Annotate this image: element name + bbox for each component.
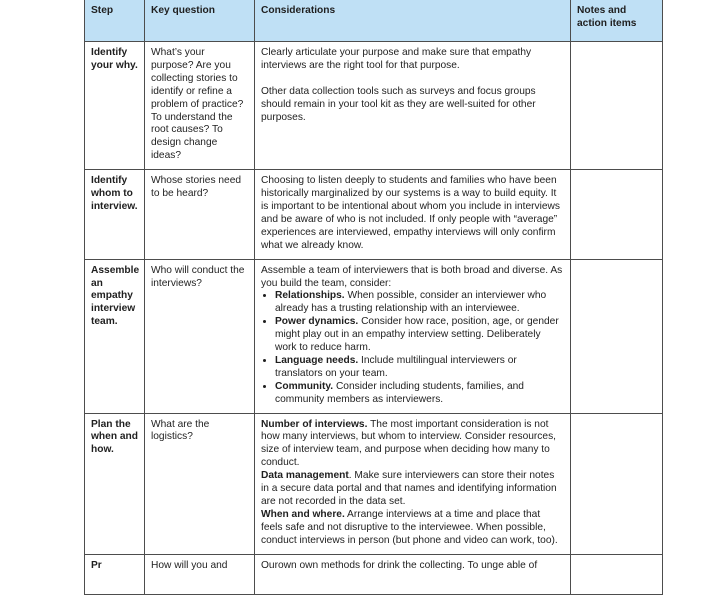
- bullet-text: Include multilingual interviewers or translators on your team.: [275, 354, 517, 379]
- header-row: [85, 0, 663, 42]
- bullet-lead: Power dynamics.: [275, 316, 359, 328]
- item-text: The most important consideration is not how many interviews, but whom to interview. Consider resources, size of interview team, and purpose when deciding how many to conduct.: [261, 418, 556, 469]
- notes-cell: [571, 554, 663, 594]
- bullet-lead: Relationships.: [275, 290, 345, 302]
- table-row: [85, 413, 663, 554]
- step-cell: Identify your why.: [85, 42, 145, 170]
- list-item: [275, 381, 564, 407]
- question-cell: Who will conduct the interviews?: [145, 259, 255, 413]
- question-cell: Whose stories need to be heard?: [145, 170, 255, 259]
- notes-cell: [571, 413, 663, 554]
- considerations-cell: [255, 259, 571, 413]
- considerations-item: [261, 470, 564, 509]
- step-cell: Identify whom to interview.: [85, 170, 145, 259]
- bullet-text: Consider including students, families, and community members as interviewers.: [275, 380, 524, 405]
- table-row: [85, 554, 663, 594]
- empathy-interview-planning-table: [84, 0, 663, 595]
- considerations-paragraph: Other data collection tools such as surveys and focus groups should remain in your tool kit as they are well-suited for other purposes.: [261, 85, 536, 123]
- list-item: [275, 355, 564, 381]
- notes-cell: [571, 259, 663, 413]
- question-cell: What are the logistics?: [145, 413, 255, 554]
- step-cell: Assemble an empathy interview team.: [85, 259, 145, 413]
- table-row: [85, 259, 663, 413]
- considerations-cell: [255, 413, 571, 554]
- considerations-paragraph: Clearly articulate your purpose and make sure that empathy interviews are the right tool for that purpose.: [261, 47, 532, 71]
- list-item: [275, 316, 564, 355]
- considerations-item: [261, 419, 564, 471]
- table-row: [85, 170, 663, 259]
- header-step: Step: [85, 0, 145, 42]
- list-item: [275, 290, 564, 316]
- bullet-text: Consider how race, position, age, or gender might play out in an empathy interview setting. Deliberately work to reduce harm.: [275, 316, 559, 354]
- bullet-text: When possible, consider an interviewer who already has a trusting relationship with an interviewee.: [275, 290, 547, 315]
- header-considerations: Considerations: [255, 0, 571, 42]
- step-cell: Pr: [85, 554, 145, 594]
- item-lead: Data management: [261, 470, 349, 482]
- item-text: Arrange interviews at a time and place that feels safe and not disruptive to the interviewee. When possible, conduct interviews in person (but phone and video can work, too).: [261, 508, 558, 546]
- considerations-cell: [255, 170, 571, 259]
- considerations-cell: [255, 42, 571, 170]
- bullet-lead: Community.: [275, 380, 334, 392]
- item-lead: Number of interviews.: [261, 418, 368, 430]
- bullet-lead: Language needs.: [275, 354, 359, 366]
- step-cell: Plan the when and how.: [85, 413, 145, 554]
- item-lead: When and where.: [261, 508, 345, 520]
- considerations-paragraph: Choosing to listen deeply to students and families who have been historically marginalized by our systems is a way to build equity. It is important to be intentional about whom you include in interviews and be aware of who is not included. If only people with “average” experiences are interviewed, empathy interviews will only confirm what we already know.: [261, 175, 560, 251]
- considerations-bullet-list: [261, 290, 564, 406]
- considerations-cell: Ourown own methods for drink the collecting. To unge able of: [255, 554, 571, 594]
- item-text: . Make sure interviewers can store their notes in a secure data portal and that names and identifying information are not recorded in the data set.: [261, 470, 557, 507]
- question-cell: How will you and: [145, 554, 255, 594]
- question-cell: What’s your purpose? Are you collecting stories to identify or refine a problem of practice? To understand the root causes? To design change ideas?: [145, 42, 255, 170]
- table-row: [85, 42, 663, 170]
- header-key-question: Key question: [145, 0, 255, 42]
- header-notes: Notes and action items: [571, 0, 663, 42]
- notes-cell: [571, 42, 663, 170]
- considerations-intro: Assemble a team of interviewers that is both broad and diverse. As you build the team, consider:: [261, 264, 563, 289]
- notes-cell: [571, 170, 663, 259]
- considerations-item: [261, 509, 564, 548]
